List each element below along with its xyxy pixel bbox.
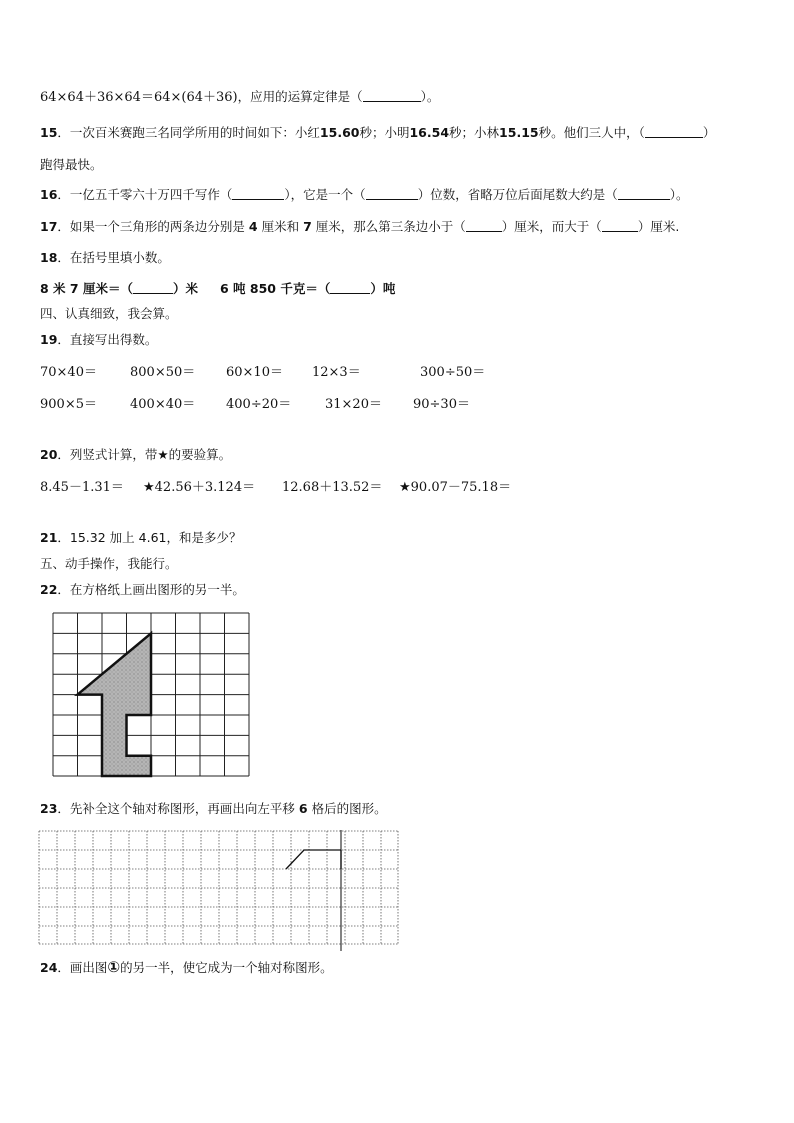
q17-text-4: ）厘米，而大于（ [501, 219, 602, 234]
q15-text-5: ） [702, 125, 716, 140]
q16-text-3: ）位数，省略万位后面尾数大约是（ [417, 187, 618, 202]
q18-text: ．在括号里填小数。 [57, 250, 170, 265]
q14-text-before: ，应用的运算定律是（ [237, 89, 363, 104]
q15-text-3: 秒；小林 [449, 125, 500, 140]
q20-item: ★90.07－75.18＝ [399, 480, 512, 495]
q24-text: ．画出图 [57, 960, 108, 975]
q23-value: 6 [298, 801, 308, 816]
q20-number: 20 [40, 447, 58, 462]
q17-blank-1[interactable] [466, 219, 502, 232]
q14-answer-blank[interactable] [363, 89, 421, 102]
q23-half-shape [286, 850, 341, 869]
q17-value-1: 4 [248, 219, 258, 234]
q16-text-2: ），它是一个（ [284, 187, 366, 202]
q23-grid-lines [39, 831, 398, 944]
q15-number: 15 [40, 125, 58, 140]
q16-text: ．一亿五千零六十万四千写作（ [57, 187, 233, 202]
q15-value-1: 15.60 [319, 125, 360, 140]
q17-number: 17 [40, 219, 58, 234]
q18-number: 18 [40, 250, 58, 265]
q18-blank-2[interactable] [330, 281, 370, 294]
q20-item: ★42.56＋3.124＝ [143, 480, 256, 495]
q14-expression: 64×64＋36×64＝64×(64＋36) [40, 90, 238, 105]
q24-line [40, 958, 333, 977]
q15-value-3: 15.15 [499, 125, 539, 140]
q17-text: ．如果一个三角形的两条边分别是 [57, 219, 245, 234]
q23-text: ．先补全这个轴对称图形，再画出向左平移 [57, 801, 295, 816]
q15-text-2: 秒；小明 [359, 125, 410, 140]
q18-answers [40, 280, 395, 298]
q20-line [40, 446, 231, 464]
q19-item: 90÷30＝ [413, 397, 470, 412]
q20-item: 8.45－1.31＝ [40, 480, 124, 495]
section-5-heading: 五、动手操作，我能行。 [40, 556, 178, 571]
q19-item: 800×50＝ [130, 365, 196, 380]
q22-grid-figure[interactable] [53, 613, 251, 777]
q19-item: 31×20＝ [325, 397, 382, 412]
q17-value-2: 7 [303, 219, 312, 234]
q21-line [40, 529, 241, 547]
q16-blank-3[interactable] [618, 187, 670, 200]
q19-item: 12×3＝ [312, 365, 361, 380]
q19-number: 19 [40, 332, 58, 347]
section-4-heading: 四、认真细致，我会算。 [40, 306, 178, 321]
q16-line [40, 186, 688, 204]
q24-text-2: 的另一半，使它成为一个轴对称图形。 [120, 960, 333, 975]
q15-answer-blank[interactable] [645, 125, 703, 138]
q19-item: 900×5＝ [40, 397, 97, 412]
q18-a-text: 8 米 7 厘米＝（ [40, 281, 133, 296]
q19-item: 400×40＝ [130, 397, 196, 412]
q17-text-2: 厘米和 [261, 219, 300, 234]
q18-b-text: 6 吨 850 千克＝（ [219, 281, 331, 296]
q15-text: ．一次百米赛跑三名同学所用的时间如下：小红 [57, 125, 320, 140]
q24-circled-number: ① [107, 958, 121, 976]
q19-item: 60×10＝ [226, 365, 283, 380]
q17-blank-2[interactable] [602, 219, 638, 232]
q22-line [40, 581, 245, 599]
q16-text-4: ）。 [669, 187, 689, 202]
q23-number: 23 [40, 801, 58, 816]
q19-item: 70×40＝ [40, 365, 97, 380]
q22-text: ．在方格纸上画出图形的另一半。 [57, 582, 245, 597]
q21-number: 21 [40, 530, 58, 545]
q14-text-after: ）。 [420, 89, 440, 104]
q19-text: ．直接写出得数。 [57, 332, 158, 347]
q18-b-unit: ）吨 [370, 281, 396, 296]
q16-blank-1[interactable] [232, 187, 284, 200]
q22-number: 22 [40, 582, 58, 597]
q20-text: ．列竖式计算，带★的要验算。 [57, 447, 232, 462]
q18-blank-1[interactable] [133, 281, 173, 294]
q16-blank-2[interactable] [366, 187, 418, 200]
q23-dotted-grid[interactable] [38, 830, 400, 952]
q21-text: ．15.32 加上 4.61，和是多少？ [57, 530, 242, 545]
q18-a-unit: ）米 [172, 281, 198, 296]
q15-line [40, 124, 715, 142]
q18-line [40, 249, 170, 267]
q16-number: 16 [40, 187, 58, 202]
q19-line [40, 331, 157, 349]
q17-text-3: 厘米，那么第三条边小于（ [315, 219, 466, 234]
q15-text-4: 秒。他们三人中，（ [538, 125, 645, 140]
q17-text-5: ）厘米. [637, 219, 680, 234]
q15-line-2: 跑得最快。 [40, 157, 103, 172]
q14-line [40, 88, 439, 107]
q20-item: 12.68＋13.52＝ [282, 480, 383, 495]
q19-item: 400÷20＝ [226, 397, 292, 412]
q19-item: 300÷50＝ [420, 365, 486, 380]
q15-value-2: 16.54 [409, 125, 450, 140]
q23-text-2: 格后的图形。 [311, 801, 387, 816]
q22-half-shape [78, 633, 152, 776]
q24-number: 24 [40, 960, 58, 975]
q23-line [40, 800, 387, 818]
q17-line [40, 218, 679, 236]
